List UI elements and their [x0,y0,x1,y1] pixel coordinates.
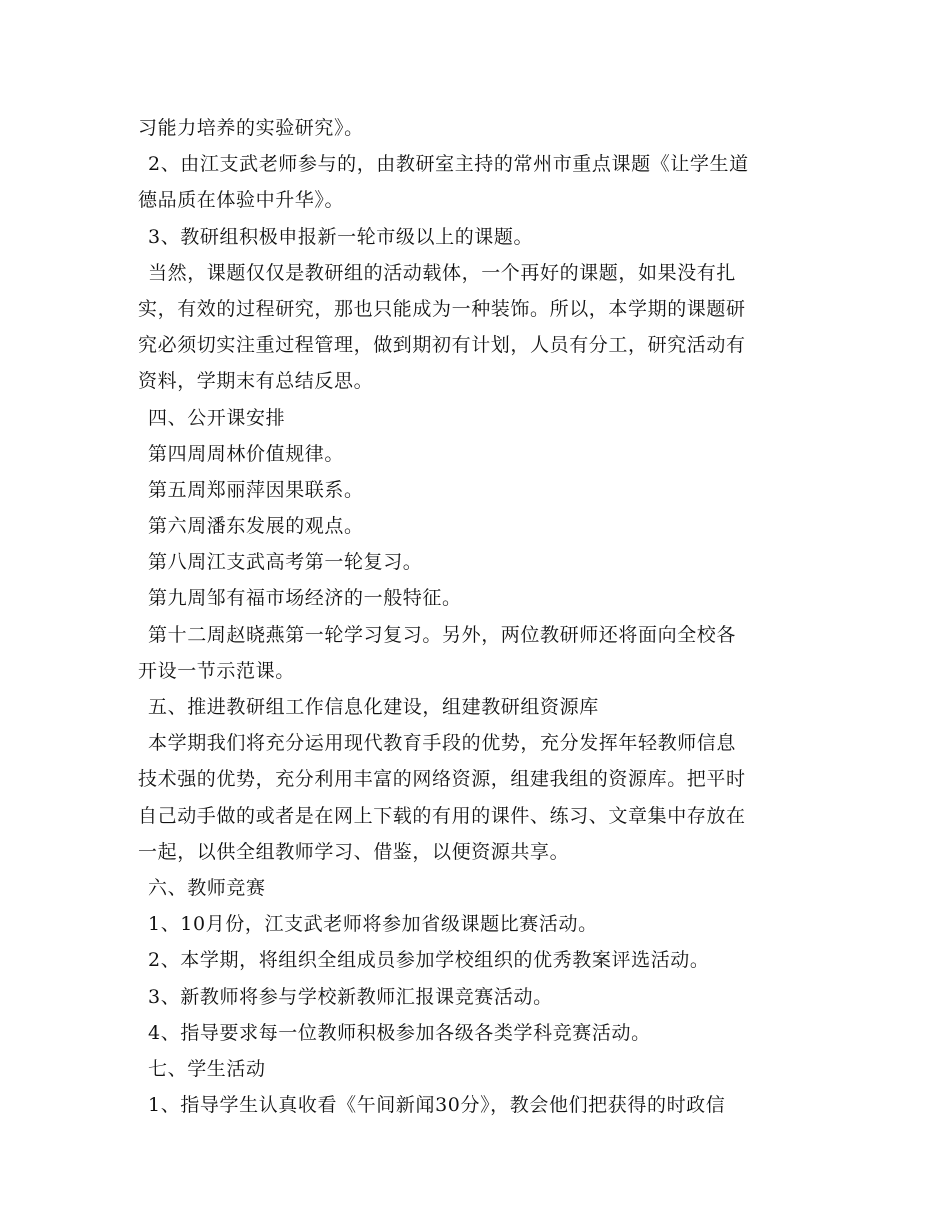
text-line: 究必须切实注重过程管理，做到期初有计划，人员有分工，研究活动有 [138,334,746,357]
text-line: 第十二周赵晓燕第一轮学习复习。另外，两位教研师还将面向全校各 [148,623,737,646]
text-line: 1、指导学生认真收看《午间新闻30分》，教会他们把获得的时政信 [148,1094,726,1117]
text-line: 2、由江支武老师参与的，由教研室主持的常州市重点课题《让学生道 [148,153,749,176]
text-line: 4、指导要求每一位教师积极参加各级各类学科竞赛活动。 [148,1021,651,1044]
text-line: 实，有效的过程研究，那也只能成为一种装饰。所以，本学期的课题研 [138,297,746,320]
text-line: 第五周郑丽萍因果联系。 [148,478,364,501]
text-line: 自己动手做的或者是在网上下载的有用的课件、练习、文章集中存放在 [138,804,746,827]
text-line: 3、新教师将参与学校新教师汇报课竞赛活动。 [148,985,553,1008]
text-line: 德品质在体验中升华》。 [138,189,345,212]
text-line: 习能力培养的实验研究》。 [138,117,364,139]
text-line: 第四周周林价值规律。 [148,442,345,465]
text-line: 四、公开课安排 [148,406,286,429]
text-line: 六、教师竞赛 [148,876,266,899]
text-line: 五、推进教研组工作信息化建设，组建教研组资源库 [148,696,599,718]
text-line: 3、教研组积极申报新一轮市级以上的课题。 [148,225,534,248]
text-line: 1、10月份，江支武老师将参加省级课题比赛活动。 [148,913,598,936]
text-line: 一起，以供全组教师学习、借鉴，以便资源共享。 [138,840,570,863]
text-line: 当然，课题仅仅是教研组的活动载体，一个再好的课题，如果没有扎 [148,261,737,284]
text-line: 开设一节示范课。 [138,659,295,682]
text-line: 第六周潘东发展的观点。 [148,515,364,538]
text-line: 本学期我们将充分运用现代教育手段的优势，充分发挥年轻教师信息 [148,732,737,755]
document-page [138,110,818,1123]
text-line: 技术强的优势，充分利用丰富的网络资源，组建我组的资源库。把平时 [138,768,746,791]
text-line: 第八周江支武高考第一轮复习。 [148,551,423,574]
text-line: 2、本学期，将组织全组成员参加学校组织的优秀教案评选活动。 [148,949,710,972]
text-line: 第九周邹有福市场经济的一般特征。 [148,587,462,610]
text-line: 七、学生活动 [148,1057,266,1080]
text-line: 资料，学期末有总结反思。 [138,370,374,393]
